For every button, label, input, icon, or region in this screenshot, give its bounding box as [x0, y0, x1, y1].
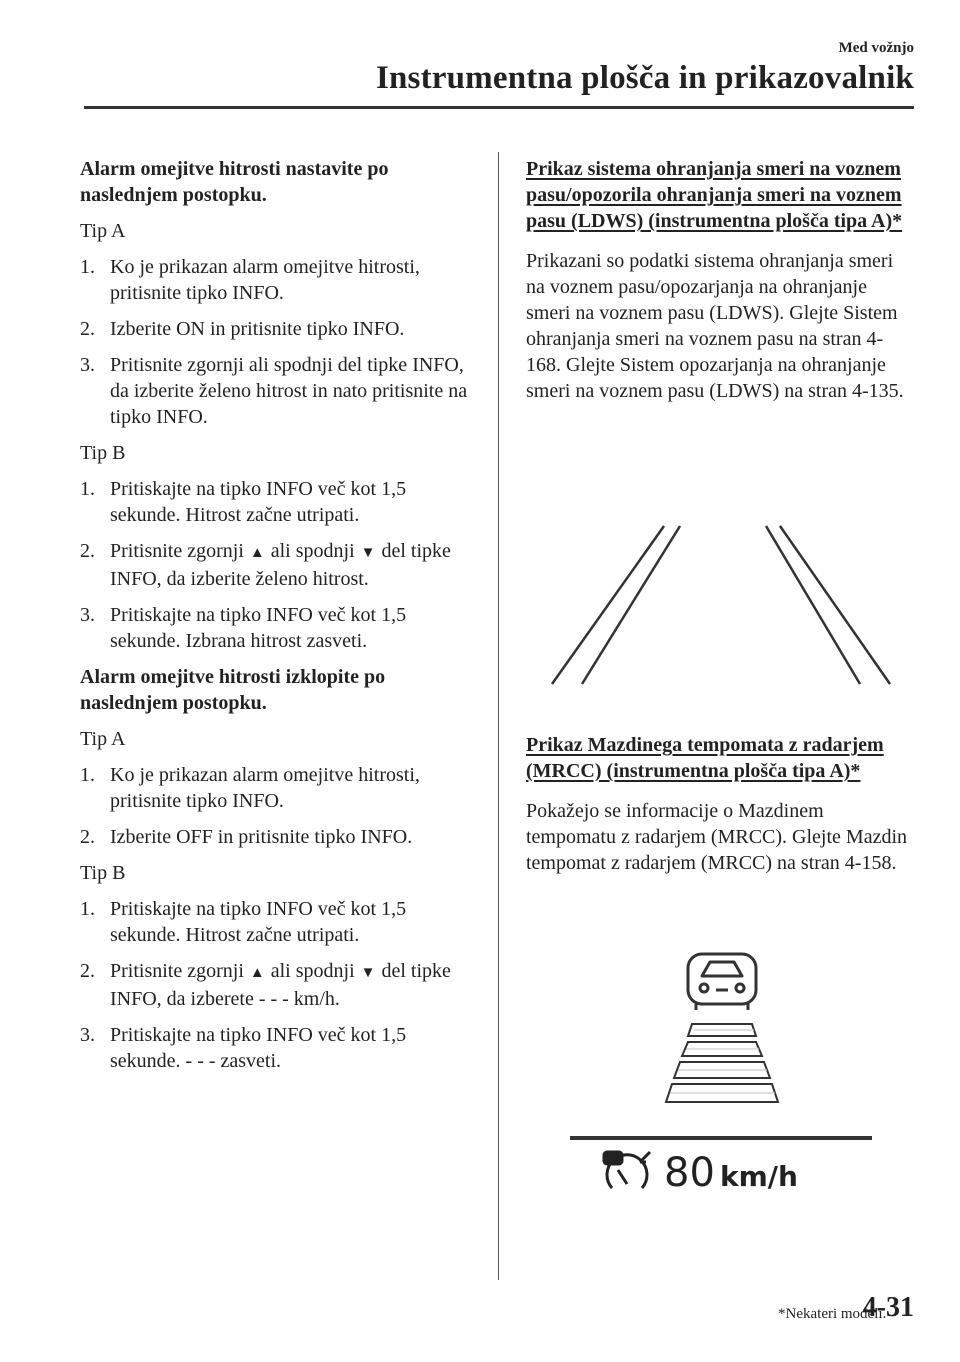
right-column — [526, 156, 916, 404]
left-lane-line-inner — [582, 526, 680, 684]
step-number: 1. — [80, 898, 95, 920]
step-text-after: del tipke INFO, da izberite želeno hitrost. — [110, 540, 451, 590]
cruise-set-icon — [604, 1152, 650, 1188]
step — [80, 1022, 480, 1074]
ldws-heading: Prikaz sistema ohranjanja smeri na voznem pasu/opozorila ohranjanja smeri na voznem pasu (LDWS) (instrumentna plošča tipa A)* — [526, 158, 903, 232]
step-text-before: Pritisnite zgornji — [110, 540, 244, 562]
step-text-middle: ali spodnji — [270, 540, 355, 562]
section-name: Med vožnjo — [838, 40, 914, 56]
step-text: Izberite OFF in pritisnite tipko INFO. — [110, 826, 413, 848]
step-text: Pritiskajte na tipko INFO več kot 1,5 sekunde. Izbrana hitrost zasveti. — [110, 604, 407, 652]
step-number: 3. — [80, 1024, 95, 1046]
distance-bars — [666, 1024, 778, 1102]
step-number: 1. — [80, 256, 95, 278]
step-number: 1. — [80, 478, 95, 500]
mrcc-section — [526, 732, 916, 876]
step — [80, 958, 480, 1012]
footnote: *Nekateri modeli. — [778, 1306, 887, 1322]
tip-b-label: Tip B — [80, 862, 126, 884]
arrow-up-icon: ▲ — [249, 965, 265, 981]
step — [80, 476, 480, 528]
step-text: Pritiskajte na tipko INFO več kot 1,5 sekunde. - - - zasveti. — [110, 1024, 407, 1072]
column-divider — [498, 152, 499, 1280]
step — [80, 762, 480, 814]
mrcc-display-illustration — [566, 948, 876, 1198]
step-text: Ko je prikazan alarm omejitve hitrosti, pritisnite tipko INFO. — [110, 256, 420, 304]
set-speed-value: 80 — [664, 1150, 715, 1196]
set-speed-unit: km/h — [720, 1160, 798, 1193]
step — [80, 352, 480, 430]
arrow-down-icon: ▼ — [360, 545, 376, 561]
step-text: Pritisnite zgornji ali spodnji del tipke INFO, da izberite želeno hitrost in nato pritisnite na tipko INFO. — [110, 354, 468, 428]
title-rule — [84, 106, 914, 109]
left-column — [80, 156, 480, 1084]
car-ahead-icon — [688, 954, 756, 1010]
step-number: 1. — [80, 764, 95, 786]
left-lane-line-outer — [552, 526, 664, 684]
arrow-up-icon: ▲ — [249, 545, 265, 561]
step-number: 2. — [80, 826, 95, 848]
mrcc-body: Pokažejo se informacije o Mazdinem tempomatu z radarjem (MRCC). Glejte Mazdin tempomat z radarjem (MRCC) na stran 4-158. — [526, 800, 908, 874]
step-text: Pritiskajte na tipko INFO več kot 1,5 sekunde. Hitrost začne utripati. — [110, 478, 407, 526]
step-text-middle: ali spodnji — [270, 960, 355, 982]
step — [80, 316, 480, 342]
step — [80, 254, 480, 306]
tip-b-label: Tip B — [80, 442, 126, 464]
page-title: Instrumentna plošča in prikazovalnik — [375, 60, 914, 96]
set-alarm-heading: Alarm omejitve hitrosti nastavite po naslednjem postopku. — [80, 158, 389, 206]
step-text: Pritiskajte na tipko INFO več kot 1,5 sekunde. Hitrost začne utripati. — [110, 898, 407, 946]
page-number: 4-31 — [862, 1292, 914, 1323]
step-text-after: del tipke INFO, da izberete - - - km/h. — [110, 960, 451, 1010]
step — [80, 602, 480, 654]
step — [80, 896, 480, 948]
step — [80, 824, 480, 850]
step-number: 2. — [80, 960, 95, 982]
right-lane-line-outer — [780, 526, 890, 684]
right-lane-line-inner — [766, 526, 860, 684]
step — [80, 538, 480, 592]
step-text: Ko je prikazan alarm omejitve hitrosti, pritisnite tipko INFO. — [110, 764, 420, 812]
lane-keep-display-illustration — [546, 522, 896, 692]
tip-a-label: Tip A — [80, 728, 126, 750]
step-number: 3. — [80, 354, 95, 376]
step-number: 3. — [80, 604, 95, 626]
off-alarm-heading: Alarm omejitve hitrosti izklopite po naslednjem postopku. — [80, 666, 386, 714]
step-number: 2. — [80, 318, 95, 340]
step-number: 2. — [80, 540, 95, 562]
step-text-before: Pritisnite zgornji — [110, 960, 244, 982]
arrow-down-icon: ▼ — [360, 965, 376, 981]
mrcc-heading: Prikaz Mazdinega tempomata z radarjem (MRCC) (instrumentna plošča tipa A)* — [526, 734, 884, 782]
step-text: Izberite ON in pritisnite tipko INFO. — [110, 318, 405, 340]
ldws-body: Prikazani so podatki sistema ohranjanja smeri na voznem pasu/opozarjanja na ohranjanje smeri na voznem pasu (LDWS). Glejte Sistem ohranjanja smeri na voznem pasu na stran 4-168. Glejte Sistem opozarjanja na ohranjanje smeri na voznem pasu (LDWS) na stran 4-135. — [526, 250, 904, 402]
tip-a-label: Tip A — [80, 220, 126, 242]
